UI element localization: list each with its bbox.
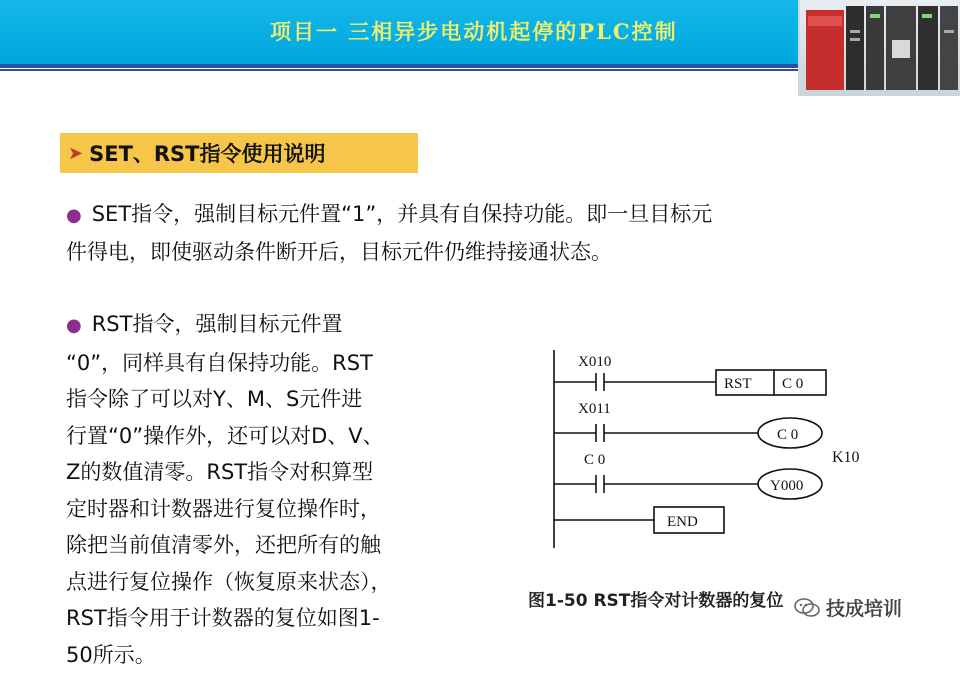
section-heading	[60, 133, 418, 173]
set-line-1: SET指令，强制目标元件置“1”，并具有自保持功能。即一旦目标元	[91, 202, 713, 226]
bullet-icon: ●	[66, 315, 82, 336]
rst-line: 行置“0”操作外，还可以对D、V、	[66, 423, 384, 448]
rst-line: 50所示。	[66, 642, 156, 667]
arrow-right-icon: ➤	[68, 142, 84, 164]
rst-line: “0”，同样具有自保持功能。RST	[66, 350, 373, 375]
header-divider	[0, 64, 800, 68]
header-divider-thin	[0, 69, 800, 71]
rung1-instruction: RST	[724, 376, 752, 392]
plc-hardware-image	[798, 0, 960, 96]
rst-line: 指令除了可以对Y、M、S元件进	[66, 387, 363, 411]
figure-caption: 图1-50 RST指令对计数器的复位	[528, 591, 784, 611]
rst-line: RST指令，强制目标元件置	[91, 312, 343, 336]
rst-line: 定时器和计数器进行复位操作时，	[66, 496, 381, 521]
ladder-diagram	[540, 340, 880, 555]
rung2-contact-label: X011	[578, 401, 611, 417]
rst-line: Z的数值清零。RST指令对积算型	[66, 460, 374, 484]
plc-illustration-icon	[800, 0, 960, 96]
watermark	[790, 592, 906, 623]
rung1-contact-label: X010	[578, 354, 612, 370]
rung3-coil-label: Y000	[770, 478, 804, 494]
wechat-icon	[794, 597, 820, 619]
set-paragraph	[66, 196, 926, 271]
rst-line: 点进行复位操作（恢复原来状态），	[66, 569, 392, 594]
end-label: END	[667, 514, 698, 530]
rst-line: 除把当前值清零外，还把所有的触	[66, 533, 381, 557]
rst-line: RST指令用于计数器的复位如图1-	[66, 606, 380, 630]
rung2-coil-label: C 0	[777, 427, 799, 443]
rst-paragraph	[66, 306, 486, 673]
rung3-contact-label: C 0	[584, 452, 606, 468]
section-heading-text: SET、RST指令使用说明	[89, 142, 326, 166]
rung1-operand: C 0	[782, 376, 804, 392]
watermark-text: 技成培训	[826, 598, 903, 620]
bullet-icon: ●	[66, 205, 82, 226]
counter-setting: K10	[832, 449, 860, 466]
set-line-2: 件得电，即使驱动条件断开后，目标元件仍维持接通状态。	[66, 240, 612, 264]
page-title: 项目一 三相异步电动机起停的PLC控制	[270, 19, 678, 44]
